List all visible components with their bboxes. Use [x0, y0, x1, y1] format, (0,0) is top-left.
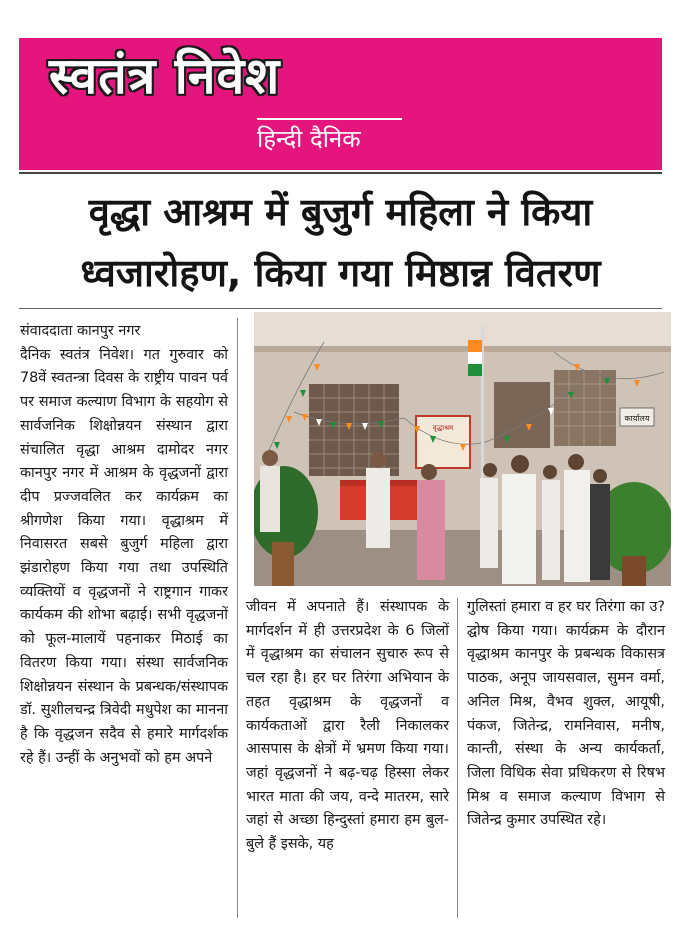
header-divider	[19, 172, 662, 174]
article-column-1	[20, 320, 228, 770]
article-column-2	[246, 596, 449, 857]
masthead-rule	[257, 118, 402, 120]
article-dateline: संवाददाता कानपुर नगर	[20, 323, 141, 339]
article-column-1-text: दैनिक स्वतंत्र निवेश। गत गुरुवार को 78वें स्वतन्त्रा दिवस के राष्ट्रीय पावन पर्व पर समाज कल्याण विभाग के सहयोग से सार्वजनिक शिक्षोन्नयन संस्थान द्वारा संचालित वृद्धा आश्रम दामोदर नगर कानपुर नगर में आश्रम के वृद्धजनों द्वारा दीप प्रज्जवलित कर कार्यक्रम का श्रीगणेश किया गया। वृद्धाश्रम में निवासरत सबसे बुजुर्ग महिला द्वारा झंडारोहण किया गया तथा उपस्थिति व्यक्तियों व वृद्धजनों ने राष्ट्रगान गाकर कार्यकम की शोभा बढ़ाई। सभी वृद्धजनों को फूल-मालायें पहनाकर मिठाई का वितरण किया गया। संस्था सार्वजनिक शिक्षोन्नयन संस्थान के प्रबन्धक/संस्थापक डॉ. सुशीलचन्द्र त्रिवेदी मधुपेश का मानना है कि वृद्धजन सदैव से हमारे मार्गदर्शक रहे हैं। उन्हीं के अनुभवों को हम अपने	[20, 346, 228, 766]
column-separator	[457, 598, 458, 918]
article-headline: वृद्धा आश्रम में बुजुर्ग महिला ने किया ध्वजारोहण, किया गया मिष्ठान्न वितरण	[80, 190, 601, 295]
newspaper-title: स्वतंत्र निवेश	[49, 47, 281, 105]
ashram-banner-text: वृद्धाश्रम	[432, 424, 454, 432]
door-sign-text: कार्यालय	[624, 414, 650, 423]
article-column-2-text: जीवन में अपनाते हैं। संस्थापक के मार्गदर्शन में ही उत्तरप्रदेश के 6 जिलों में वृद्धाश्रम का संचालन सुचारु रूप से चल रहा है। हर घर तिरंगा अभियान के तहत वृद्धाश्रम के वृद्धजनों व कार्यकताओं द्वारा रैली निकालकर आसपास के क्षेत्रों में भ्रमण किया गया। जहां वृद्धजनों ने बढ़-चढ़ हिस्सा लेकर भारत माता की जय, वन्दे मातरम, सारे जहां से अच्छा हिन्दुस्तां हमारा हम बुल-बुले हैं इसके, यह	[246, 599, 449, 853]
article-column-3	[467, 596, 665, 833]
column-separator	[237, 318, 238, 918]
masthead	[19, 38, 662, 170]
newspaper-subtitle: हिन्दी दैनिक	[257, 125, 361, 153]
article-column-3-text: गुलिस्तां हमारा व हर घर तिरंगा का उ?द्घोष किया गया। कार्यक्रम के दौरान वृद्धाश्रम कानपुर के प्रबन्धक विकासत्र पाठक, अनूप जायसवाल, सुमन वर्मा, अनिल मिश्र, वैभव शुक्ल, आयूषी, पंकज, जितेन्द्र, रामनिवास, मनीष, कान्ती, संस्था के अन्य कार्यकर्ता, जिला विधिक सेवा प्रधिकरण से रिषभ मिश्र व समाज कल्याण विभाग से जितेन्द्र कुमार उपस्थित रहे।	[467, 599, 665, 829]
headline-divider	[19, 308, 662, 309]
event-photo	[254, 312, 671, 586]
